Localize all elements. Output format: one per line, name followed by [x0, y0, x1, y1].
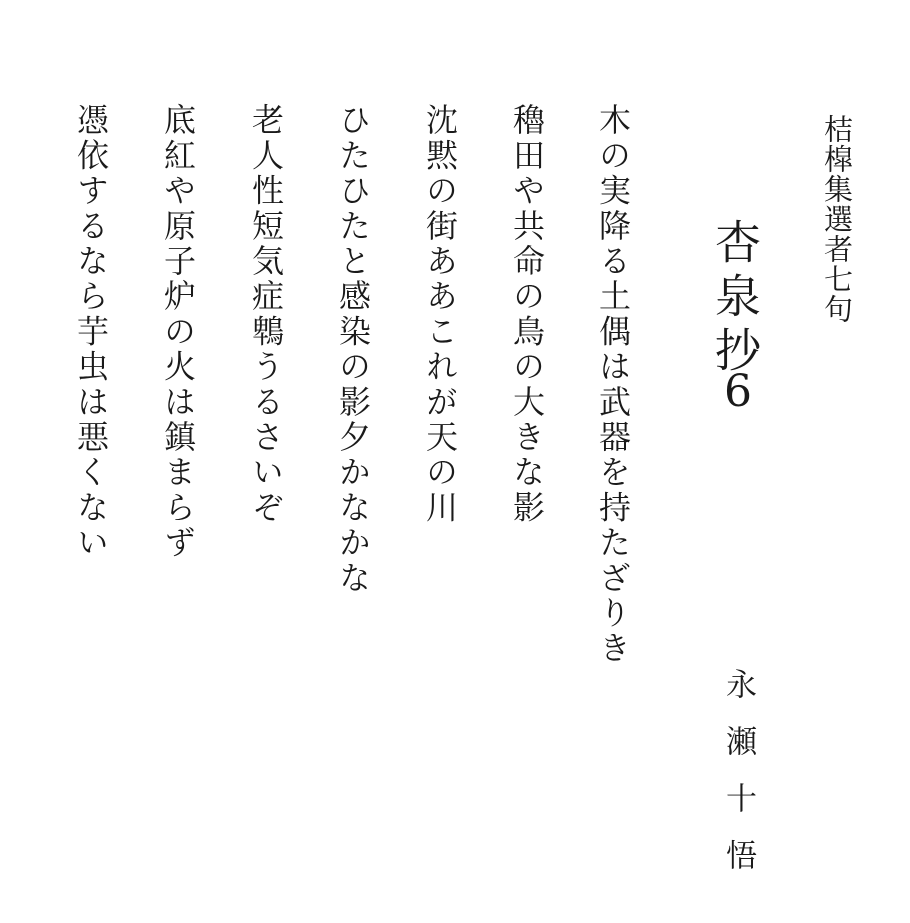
- page-title: 杏泉抄: [708, 218, 762, 380]
- poem-line-1: 木の実降る土偶は武器を持たざりき: [594, 103, 632, 667]
- page-title-number: 6: [724, 366, 752, 417]
- author-name: 永瀬十悟: [720, 668, 756, 896]
- series-label: 桔槹集選者七句: [820, 114, 854, 324]
- poem-line-6: 底紅や原子炉の火は鎮まらず: [159, 103, 197, 561]
- poem-line-3: 沈黙の街ああこれが天の川: [421, 103, 459, 526]
- poem-line-4: ひたひたと感染の影夕かなかな: [334, 103, 372, 596]
- poem-line-7: 憑依するなら芋虫は悪くない: [72, 103, 110, 561]
- poem-line-2: 穭田や共命の鳥の大きな影: [508, 103, 546, 526]
- poem-line-5: 老人性短気症鵯うるさいぞ: [247, 103, 285, 526]
